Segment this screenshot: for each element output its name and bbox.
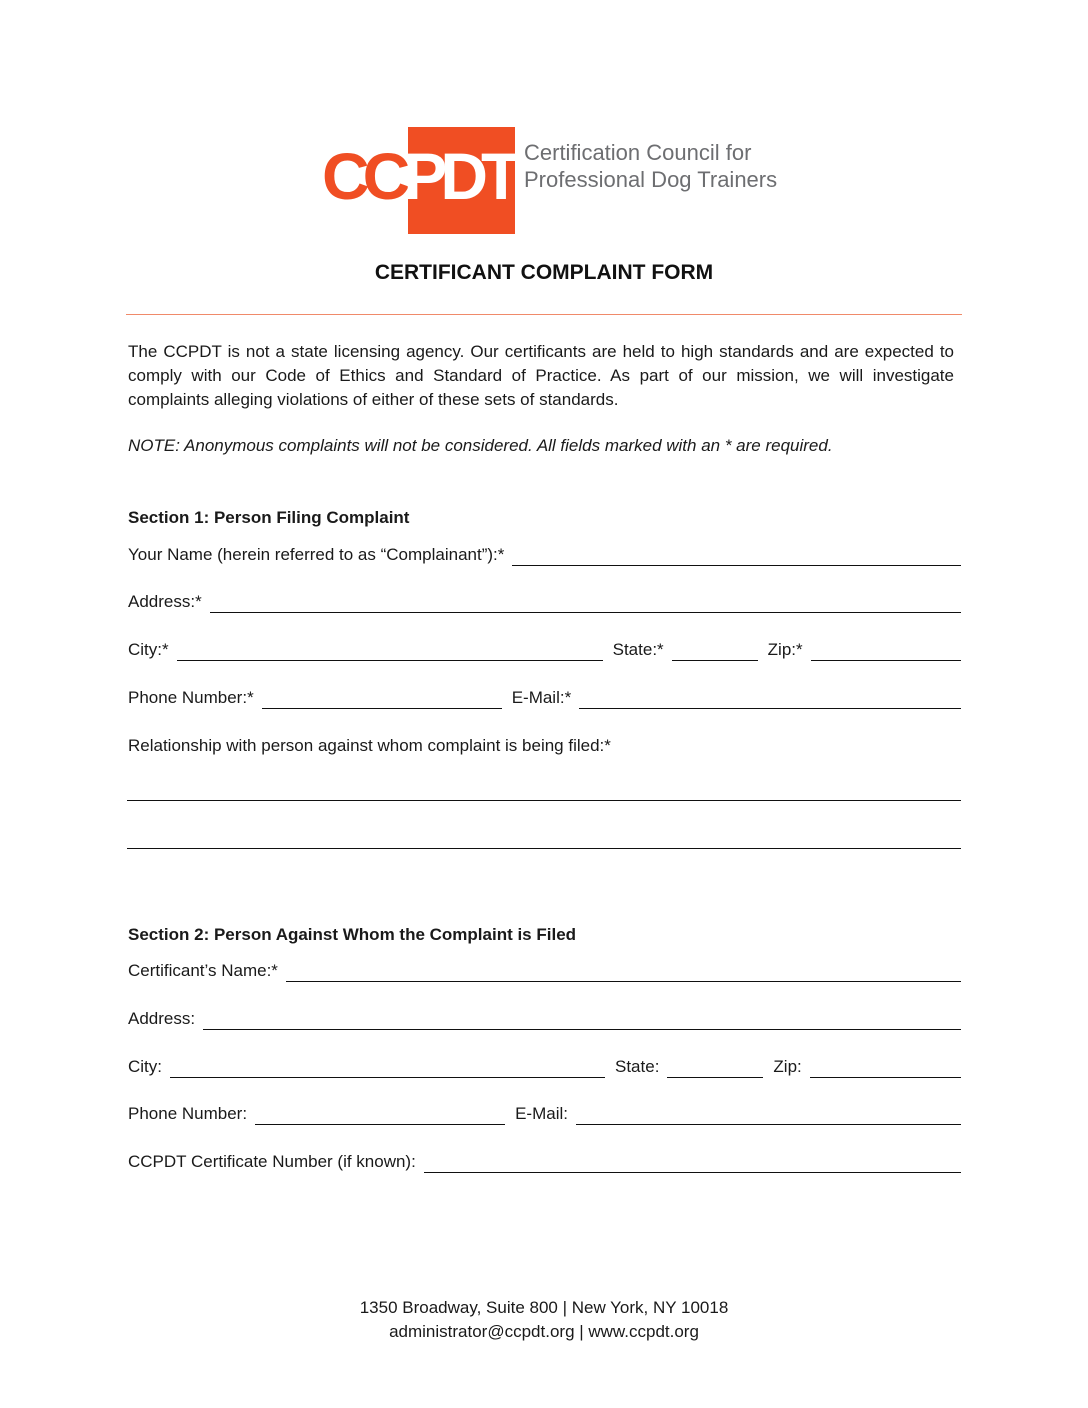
- form-title: CERTIFICANT COMPLAINT FORM: [374, 261, 714, 284]
- complainant-name-field[interactable]: [512, 547, 961, 566]
- certificant-zip-label: Zip:: [773, 1057, 802, 1076]
- certificant-state-label: State:: [615, 1057, 660, 1076]
- complainant-address-field[interactable]: [210, 594, 961, 613]
- complainant-city-label: City:*: [128, 640, 169, 659]
- certificant-city-label: City:: [128, 1057, 162, 1076]
- certificate-number-row: [128, 1147, 961, 1173]
- relationship-field-line1[interactable]: [127, 800, 961, 801]
- certificant-address-field[interactable]: [203, 1011, 961, 1030]
- relationship-label: Relationship with person against whom complaint is being filed:*: [128, 736, 611, 755]
- logo-org-name: [524, 139, 784, 193]
- certificant-zip-field[interactable]: [810, 1059, 961, 1078]
- section2-heading: Section 2: Person Against Whom the Complaint is Filed: [128, 925, 577, 944]
- certificant-address-row: [128, 1004, 961, 1030]
- certificate-number-field[interactable]: [424, 1154, 961, 1173]
- logo-letters-cc: CC: [322, 139, 404, 213]
- relationship-field-line2[interactable]: [127, 848, 961, 849]
- section1-heading: Section 1: Person Filing Complaint: [128, 508, 410, 527]
- certificant-email-field[interactable]: [576, 1106, 961, 1125]
- certificant-phone-field[interactable]: [255, 1106, 505, 1125]
- complainant-state-field[interactable]: [672, 642, 758, 661]
- complainant-phone-row: [128, 683, 961, 709]
- complainant-zip-field[interactable]: [811, 642, 961, 661]
- certificant-email-label: E-Mail:: [515, 1104, 568, 1123]
- certificant-state-field[interactable]: [667, 1059, 763, 1078]
- ccpdt-logo: [322, 127, 778, 235]
- complainant-phone-label: Phone Number:*: [128, 688, 254, 707]
- complainant-name-row: [128, 540, 961, 566]
- complainant-zip-label: Zip:*: [767, 640, 803, 659]
- certificant-address-label: Address:: [128, 1009, 196, 1028]
- intro-paragraph: The CCPDT is not a state licensing agency. Our certificants are held to high standards and are expected to comply with our Code of Ethics and Standard of Practice. As part of our mission, we will investigate complaints alleging violations of either of these sets of standards.: [128, 342, 954, 409]
- certificate-number-label: CCPDT Certificate Number (if known):: [128, 1152, 416, 1171]
- complainant-city-field[interactable]: [177, 642, 603, 661]
- required-note: NOTE: Anonymous complaints will not be considered. All fields marked with an * are required.: [128, 436, 833, 455]
- certificant-city-row: [128, 1052, 961, 1078]
- complainant-phone-field[interactable]: [262, 690, 502, 709]
- logo-org-line1: Certification Council for: [524, 140, 752, 165]
- logo-wordmark: [322, 141, 514, 211]
- relationship-row: [128, 731, 961, 757]
- complainant-state-label: State:*: [612, 640, 664, 659]
- complainant-email-field[interactable]: [579, 690, 961, 709]
- footer-contact: administrator@ccpdt.org | www.ccpdt.org: [389, 1322, 699, 1341]
- logo-org-line2: Professional Dog Trainers: [524, 167, 778, 192]
- footer-address: 1350 Broadway, Suite 800 | New York, NY 10018: [359, 1298, 729, 1317]
- complainant-email-label: E-Mail:*: [511, 688, 572, 707]
- certificant-phone-label: Phone Number:: [128, 1104, 248, 1123]
- complainant-name-label: Your Name (herein referred to as “Complainant”):*: [128, 545, 505, 564]
- certificant-phone-row: [128, 1099, 961, 1125]
- complainant-address-row: [128, 587, 961, 613]
- complainant-address-label: Address:*: [128, 592, 202, 611]
- certificant-name-label: Certificant’s Name:*: [128, 961, 278, 980]
- certificant-name-field[interactable]: [286, 963, 961, 982]
- certificant-city-field[interactable]: [170, 1059, 605, 1078]
- logo-letters-pdt: PDT: [403, 139, 515, 213]
- complainant-city-row: [128, 635, 961, 661]
- title-divider: [126, 314, 962, 315]
- certificant-name-row: [128, 956, 961, 982]
